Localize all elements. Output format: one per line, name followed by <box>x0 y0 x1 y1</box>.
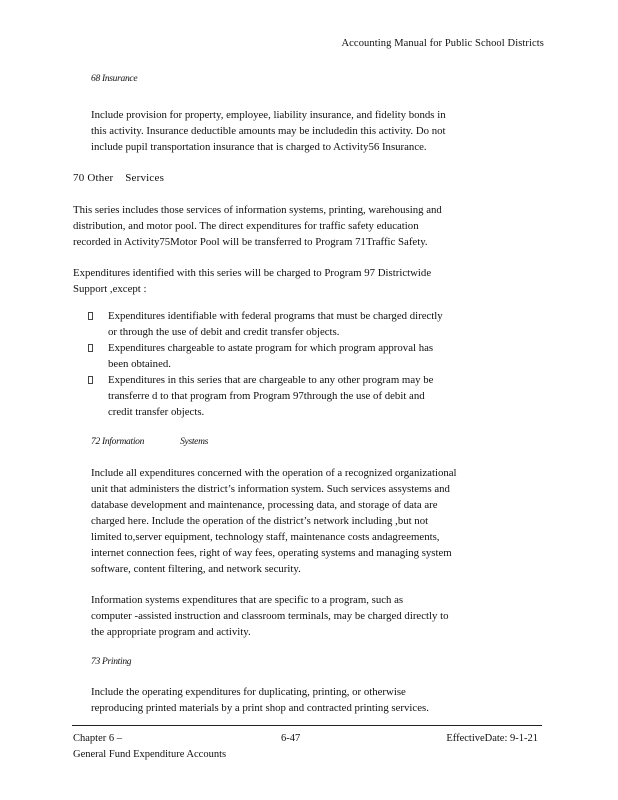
bullet-box-icon <box>88 312 93 320</box>
information-systems-paragraph-1 <box>91 465 457 577</box>
text-line: Expenditures in this series that are chargeable to any other program may be <box>108 374 434 386</box>
text-line: Expenditures identified with this series will be charged to Program 97 Districtwide <box>73 267 432 279</box>
information-systems-paragraph-2 <box>91 592 449 640</box>
other-services-intro <box>73 202 442 250</box>
text-line: Support ,except : <box>73 283 147 295</box>
list-item <box>88 340 528 372</box>
insurance-paragraph <box>91 107 446 155</box>
text-line: This series includes those services of information systems, printing, warehousing and <box>73 204 442 216</box>
other-services-except <box>73 265 431 297</box>
exception-list <box>88 308 528 420</box>
heading-information-systems <box>91 437 208 447</box>
text-line: Expenditures chargeable to astate program for which program approval has <box>108 342 434 354</box>
footer-effective-date: EffectiveDate: 9-1-21 <box>446 733 538 744</box>
heading-word: Systems <box>180 437 209 447</box>
text-line: been obtained. <box>108 358 171 370</box>
list-item <box>88 372 528 420</box>
printing-paragraph <box>91 684 429 716</box>
text-line: credit transfer objects. <box>108 406 205 418</box>
footer-divider <box>72 725 542 726</box>
text-line: internet connection fees, right of way fees, operating systems and managing system <box>91 547 452 559</box>
text-line: or through the use of debit and credit transfer objects. <box>108 326 340 338</box>
text-line: reproducing printed materials by a print shop and contracted printing services. <box>91 702 429 714</box>
heading-other-services: 70 Other Services <box>73 172 165 184</box>
text-line: distribution, and motor pool. The direct expenditures for traffic safety education <box>73 220 419 232</box>
text-line: unit that administers the district’s information system. Such services assystems and <box>91 483 450 495</box>
footer-chapter-title: General Fund Expenditure Accounts <box>73 749 227 760</box>
heading-number: 72 Information <box>91 437 145 447</box>
text-line: transferre d to that program from Program 97through the use of debit and <box>108 390 425 402</box>
text-line: Include all expenditures concerned with the operation of a recognized organizational <box>91 467 457 479</box>
text-line: include pupil transportation insurance that is charged to Activity56 Insurance. <box>91 141 427 153</box>
text-line: Include provision for property, employee, liability insurance, and fidelity bonds in <box>91 109 446 121</box>
text-line: database development and maintenance, processing data, and storage of data are <box>91 499 438 511</box>
footer-chapter: Chapter 6 – <box>73 733 122 744</box>
text-line: Include the operating expenditures for duplicating, printing, or otherwise <box>91 686 406 698</box>
footer-page-number: 6-47 <box>281 733 301 744</box>
heading-insurance: 68 Insurance <box>91 74 138 84</box>
text-line: software, content filtering, and network security. <box>91 563 301 575</box>
bullet-box-icon <box>88 344 93 352</box>
running-header: Accounting Manual for Public School Districts <box>341 38 544 49</box>
heading-printing: 73 Printing <box>91 657 132 667</box>
text-line: the appropriate program and activity. <box>91 626 251 638</box>
text-line: limited to,server equipment, technology staff, maintenance costs andagreements, <box>91 531 440 543</box>
text-line: this activity. Insurance deductible amounts may be includedin this activity. Do not <box>91 125 446 137</box>
text-line: Information systems expenditures that are specific to a program, such as <box>91 594 404 606</box>
list-item <box>88 308 528 340</box>
text-line: recorded in Activity75Motor Pool will be transferred to Program 71Traffic Safety. <box>73 236 428 248</box>
bullet-box-icon <box>88 376 93 384</box>
text-line: charged here. Include the operation of the district’s network including ,but not <box>91 515 429 527</box>
text-line: computer -assisted instruction and classroom terminals, may be charged directly to <box>91 610 449 622</box>
text-line: Expenditures identifiable with federal programs that must be charged directly <box>108 310 443 322</box>
